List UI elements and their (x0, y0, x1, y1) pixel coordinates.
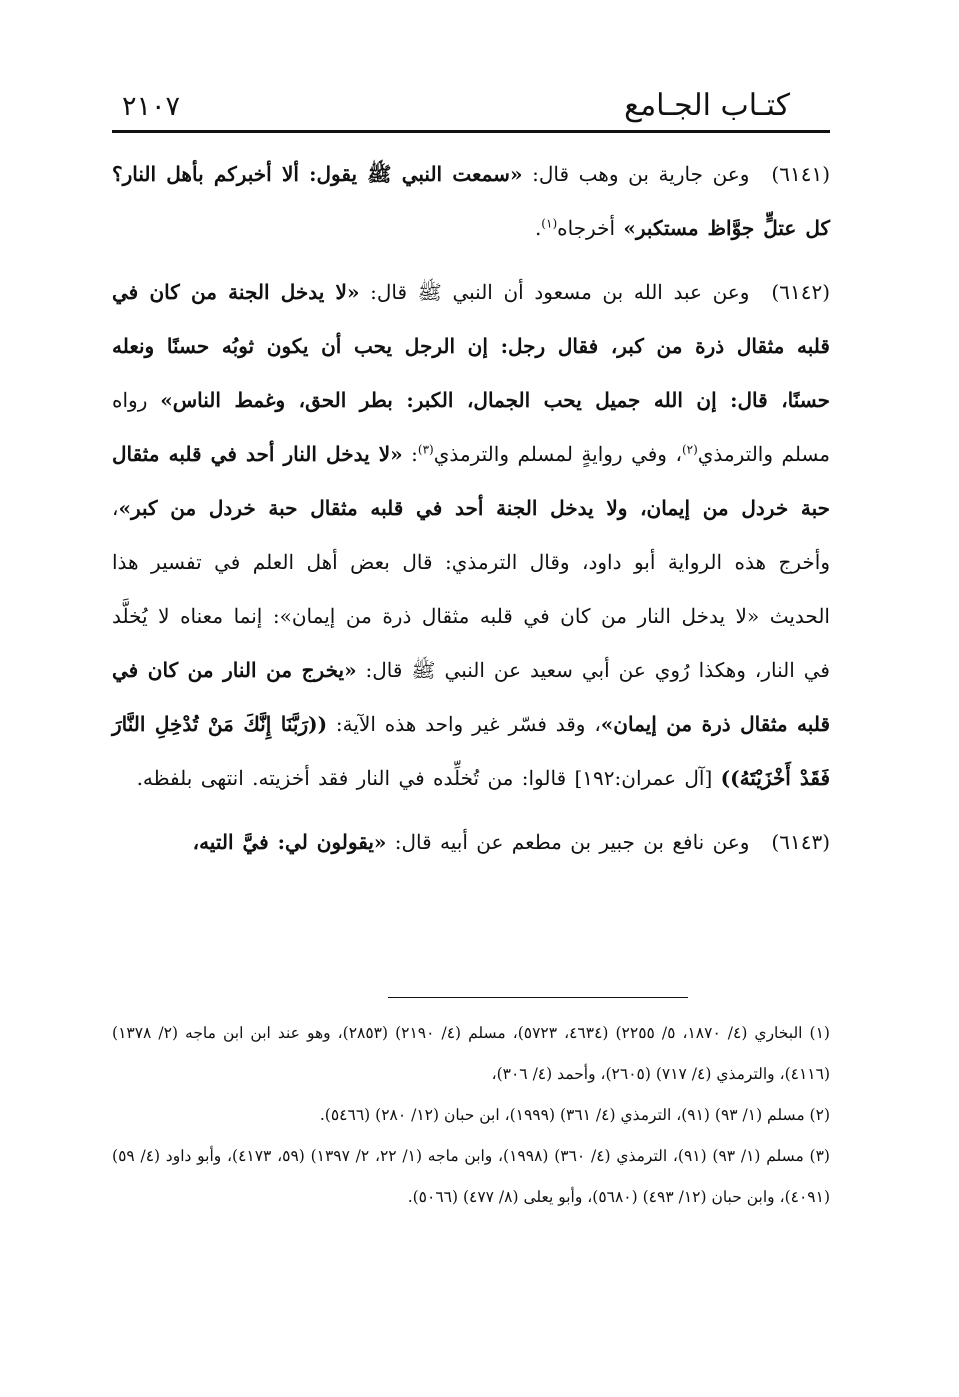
footnote-ref: (٣) (417, 442, 434, 457)
hadith-quote: «يخرج من النار من كان في قلبه مثقال ذرة من إيمان» (112, 658, 831, 736)
footnote-ref: (٢) (681, 442, 698, 457)
main-text (112, 147, 830, 869)
hadith-text: ، وفي روايةٍ لمسلم والترمذي (433, 442, 682, 466)
running-header (112, 78, 830, 133)
hadith-intro: وعن عبد الله بن مسعود أن النبي ﷺ قال: (359, 280, 750, 304)
footnotes (112, 1013, 830, 1218)
hadith-end: . (534, 216, 542, 240)
footnote-3: (٣) مسلم (١/ ٩٣) (٩١)، الترمذي (٤/ ٣٦٠) (١٩٩٨)، وابن ماجه (١/ ٢٢، ٢/ ١٣٩٧) (٥٩، ٤١٧٣)، وأبو داود (٤/ ٥٩) (٤٠٩١)، وابن حبان (١٢/ ٤٩٣) (٥٦٨٠)، وأبو يعلى (٨/ ٤٧٧) (٥٠٦٦). (112, 1147, 830, 1206)
hadith-6141 (112, 147, 830, 255)
hadith-quote: «سمعت النبي ﷺ يقول: ألا أخبركم بأهل النار؟ كل عتلٍّ جوَّاظ مستكبر» (112, 162, 830, 240)
hadith-intro: وعن جارية بن وهب قال: (522, 162, 750, 186)
hadith-source: رواه مسلم والترمذي (112, 388, 830, 466)
book-title: كتـاب الجـامع (624, 88, 790, 123)
footnote-1: (١) البخاري (٤/ ١٨٧٠، ٥/ ٢٢٥٥) (٤٦٣٤، ٥٧٢٣)، مسلم (٤/ ٢١٩٠) (٢٨٥٣)، وهو عند ابن ابن ماجه (٢/ ١٣٧٨) (٤١١٦)، والترمذي (٤/ ٧١٧) (٢٦٠٥)، وأحمد (٤/ ٣٠٦)، (112, 1024, 830, 1083)
footnote-2: (٢) مسلم (١/ ٩٣) (٩١)، الترمذي (٤/ ٣٦١) (١٩٩٩)، ابن حبان (١٢/ ٢٨٠) (٥٤٦٦). (319, 1106, 830, 1124)
hadith-quote: «يقولون لي: فيَّ التيه، (192, 830, 387, 854)
hadith-number: (٦١٤٣) (771, 830, 830, 854)
hadith-text: [آل عمران:١٩٢] قالوا: من تُخلِّده في النار فقد أخزيته. انتهى بلفظه. (136, 766, 721, 790)
page (112, 78, 830, 879)
hadith-6142 (112, 265, 830, 805)
hadith-text: ، وأخرج هذه الرواية أبو داود، وقال الترمذي: قال بعض أهل العلم في تفسير هذا الحديث «لا يدخل النار من كان في قلبه مثقال ذرة من إيمان»: إنما معناه لا يُخلَّد في النار، وهكذا رُوي عن أبي سعيد عن النبي ﷺ قال: (112, 496, 830, 682)
hadith-text: : (402, 442, 418, 466)
quran-verse: ((رَبَّنَا إِنَّكَ مَنْ تُدْخِلِ النَّارَ فَقَدْ أَخْزَيْتَهُ)) (112, 712, 830, 790)
hadith-quote: «لا يدخل النار أحد في قلبه مثقال حبة خردل من إيمان، ولا يدخل الجنة أحد في قلبه مثقال حبة خردل من كبر» (112, 442, 830, 520)
page-number: ٢١٠٧ (122, 91, 181, 122)
hadith-text: ، وقد فسّر غير واحد هذه الآية: (327, 712, 601, 736)
hadith-number: (٦١٤١) (771, 162, 830, 186)
footnote-separator (388, 997, 688, 998)
hadith-quote: «لا يدخل الجنة من كان في قلبه مثقال ذرة من كبر، فقال رجل: إن الرجل يحب أن يكون ثوبُه حسنًا ونعله حسنًا، قال: إن الله جميل يحب الجمال، الكبر: بطر الحق، وغمط الناس» (112, 280, 830, 412)
hadith-6143 (112, 815, 830, 869)
hadith-source: أخرجاه (557, 216, 624, 240)
hadith-number: (٦١٤٢) (771, 280, 830, 304)
hadith-intro: وعن نافع بن جبير بن مطعم عن أبيه قال: (386, 830, 750, 854)
footnote-ref: (١) (541, 216, 558, 231)
